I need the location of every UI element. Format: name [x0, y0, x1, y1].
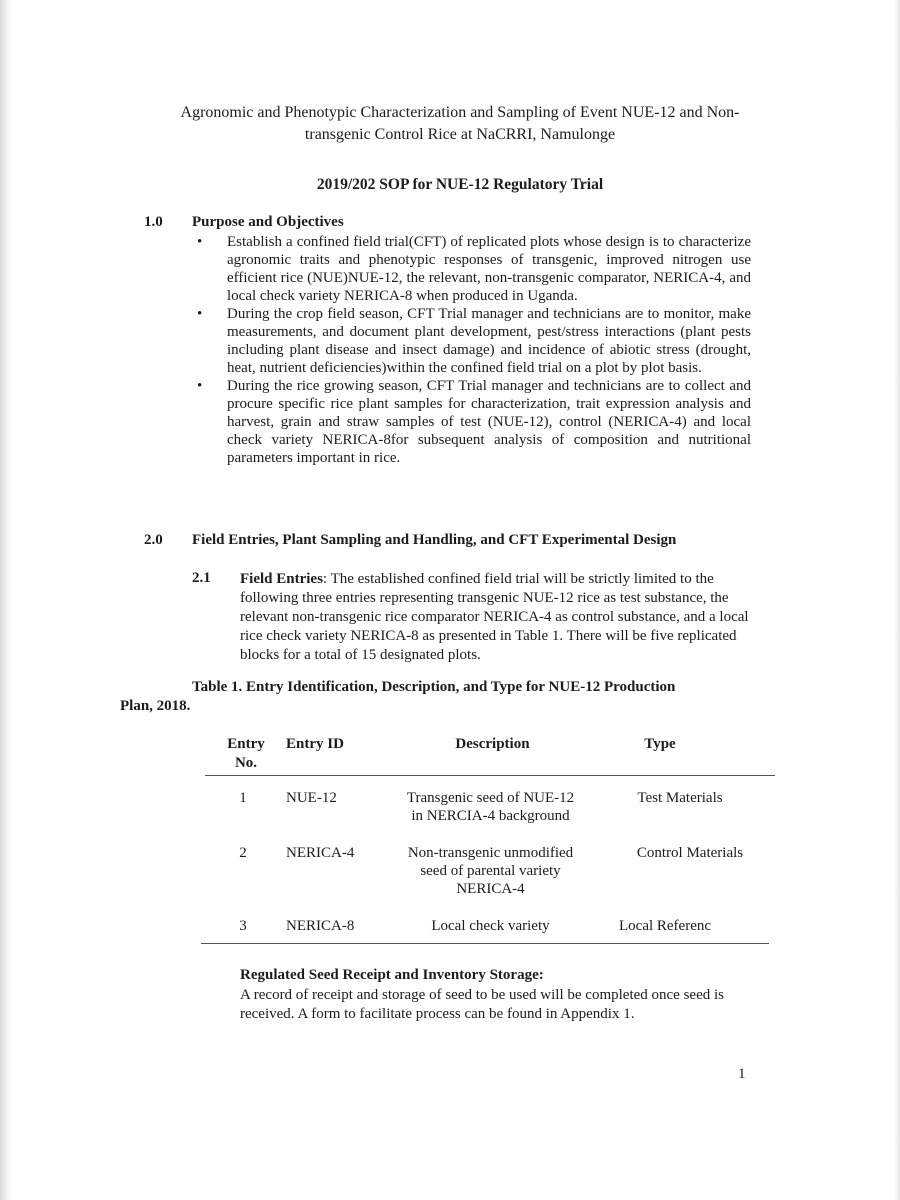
- section-heading: Purpose and Objectives: [192, 214, 344, 230]
- document-title: Agronomic and Phenotypic Characterization and Sampling of Event NUE-12 and Non- transgenic Control Rice at NaCRRI, Namulonge: [180, 104, 740, 143]
- cell-description: Local check variety: [431, 918, 550, 934]
- section-number: 2.0: [144, 532, 163, 548]
- cell-entry-no: 3: [239, 918, 247, 934]
- list-item: • Establish a confined field trial(CFT) of replicated plots whose design is to characterize agronomic traits and phenotypic responses of transgenic, improved nitrogen use efficient rice (NUE)NUE-12, the relevant, non-transgenic comparator, NERICA-4, and local check variety NERICA-8 when produced in Uganda.: [197, 234, 751, 304]
- table-header-rule: [205, 775, 775, 776]
- header-type: Type: [644, 736, 676, 752]
- cell-entry-id: NERICA-4: [286, 845, 355, 861]
- table-caption: Table 1. Entry Identification, Description, and Type for NUE-12 Production Plan, 2018.: [120, 679, 676, 714]
- bullet-icon: •: [197, 306, 203, 322]
- page-number: 1: [738, 1066, 746, 1082]
- section-heading: Field Entries, Plant Sampling and Handling, and CFT Experimental Design: [192, 532, 677, 548]
- cell-type: Control Materials: [636, 845, 744, 861]
- document-subtitle: 2019/202 SOP for NUE-12 Regulatory Trial: [316, 176, 604, 193]
- bullet-icon: •: [197, 378, 203, 394]
- subsection-number: 2.1: [192, 570, 211, 586]
- section-number: 1.0: [144, 214, 163, 230]
- bullet-icon: •: [197, 234, 203, 250]
- subsection-paragraph: Field Entries: The established confined field trial will be strictly limited to the following three entries representing transgenic NUE-12 rice as test substance, the relevant non-transgenic rice comparator NERICA-4 as control substance, and a local rice check variety NERICA-8 as presented in Table 1. There will be five replicated blocks for a total of 15 designated plots.: [240, 571, 749, 663]
- cell-description: Non-transgenic unmodified seed of parental variety NERICA-4: [407, 845, 574, 897]
- cell-description: Transgenic seed of NUE-12 in NERCIA-4 background: [406, 790, 575, 824]
- regulated-paragraph: A record of receipt and storage of seed to be used will be completed once seed is received. A form to facilitate process can be found in Appendix 1.: [240, 987, 724, 1022]
- cell-entry-no: 2: [239, 845, 247, 861]
- subsection-label: Field Entries: [240, 571, 323, 587]
- table-bottom-rule: [201, 943, 769, 944]
- header-description: Description: [455, 736, 530, 752]
- scan-edge-shadow: [0, 0, 14, 1200]
- objectives-list: [197, 233, 751, 467]
- cell-type: Test Materials: [637, 790, 723, 806]
- regulated-heading: Regulated Seed Receipt and Inventory Storage:: [240, 967, 544, 983]
- scan-edge-shadow-right: [894, 0, 900, 1200]
- list-item: • During the crop field season, CFT Trial manager and technicians are to monitor, make measurements, and document plant development, pest/stress interactions (plant pests including plant disease and insect damage) and incidence of abiotic stress (drought, heat, nutrient deficiencies)within the confined field trial on a plot by plot basis.: [197, 306, 751, 376]
- cell-type: Local Referenc: [619, 918, 712, 934]
- header-entry-id: Entry ID: [286, 736, 344, 752]
- cell-entry-id: NUE-12: [286, 790, 337, 806]
- cell-entry-id: NERICA-8: [286, 918, 355, 934]
- header-entry-no: Entry No.: [227, 736, 265, 771]
- cell-entry-no: 1: [239, 790, 247, 806]
- list-item: • During the rice growing season, CFT Trial manager and technicians are to collect and procure specific rice plant samples for characterization, trait expression analysis and harvest, grain and straw samples of test (NUE-12), control (NERICA-4) and local check variety NERICA-8for subsequent analysis of composition and nutritional parameters important in rice.: [197, 378, 751, 466]
